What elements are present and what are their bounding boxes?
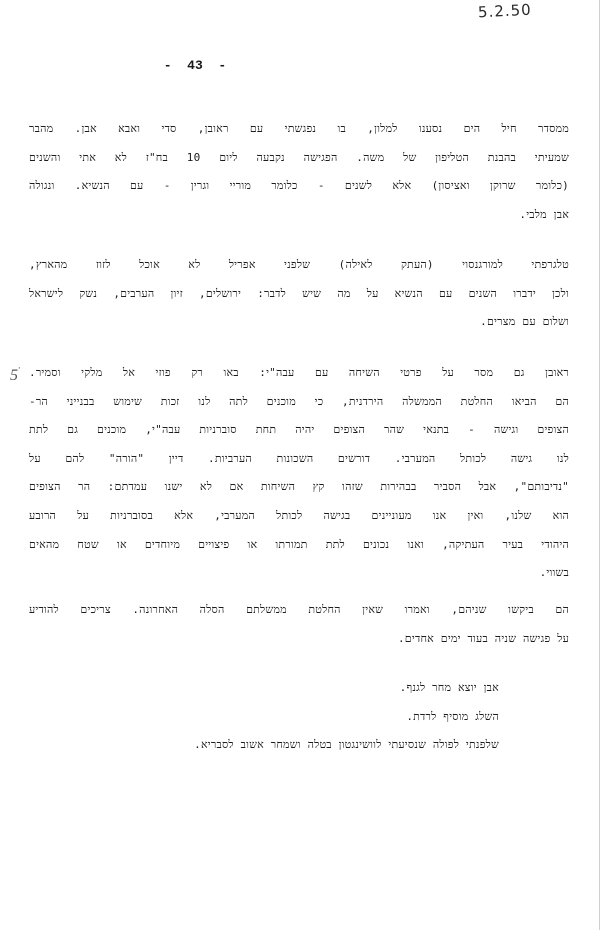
paragraph-telegram bbox=[29, 251, 569, 337]
text-line: הם ביקשו שניהם, ואמרו שאין החלטת ממשלתם הסלה האחרונה. צריכים להודיע bbox=[29, 603, 569, 616]
text-line: "נדיבותם", אבל הסביר בבהירות שזהו קץ השיחות אם לא ישנו עמדתם: הר הצופים bbox=[29, 480, 569, 494]
text-line: השלג מוסיף לרדת. bbox=[406, 709, 499, 723]
page-number: - 43 - bbox=[163, 58, 227, 73]
text-line: אבן מלבי. bbox=[519, 207, 569, 221]
text-line: הוא שלנו, ואין אנו מעוניינים בגישה לכותל המערבי, אלא בסוברניות על הרובע bbox=[29, 508, 569, 522]
text-line: בשווי. bbox=[539, 566, 569, 580]
text-line: טלגרפתי למורגנסוי (העתק לאילה) שלפני אפריל לא אוכל לזוז מהארץ, bbox=[29, 258, 569, 271]
paragraph-second-meeting bbox=[29, 596, 569, 653]
margin-annotation: 5ׂ bbox=[10, 365, 18, 384]
paragraph-jordan-talks bbox=[29, 359, 569, 588]
text-line: שמעיתי בהבנת הטליפון של משה. הפגישה נקבעה ליום 10 בח"ז לא אתי והשנים bbox=[29, 150, 569, 164]
text-line: הצופים וגישה - בתנאי שהר הצופים יהיה תחת סוברניות עבה"י, מוכנים גם לתת bbox=[29, 423, 569, 437]
text-line: אבן יוצא מחר לגנף. bbox=[399, 681, 499, 694]
text-line: ושלום עם מצרים. bbox=[480, 315, 569, 329]
text-line: שלפנתי לפולה שנסיעתי לוושינגטון בטלה ושמחר אשוב לסבריא. bbox=[194, 738, 499, 752]
paragraph-meeting-arrangement bbox=[29, 115, 569, 229]
text-line: (כלומר שרוקן ואציסון) אלא לשנים - כלומר מוריי וגרין - עם הנשיא. ונגולה bbox=[29, 179, 569, 193]
text-line: ולכן ידברו השנים עם הנשיא על מה שיש לדבר: ירושלים, זיון הערבים, נשק לישראל bbox=[29, 286, 569, 300]
closing-notes bbox=[119, 674, 499, 760]
handwritten-date-note: 5.2.50 bbox=[477, 0, 533, 22]
text-line: לנו גישה לכותל המערבי. דורשים השכונות הערביות. דיין "הורה" להם על bbox=[29, 451, 569, 465]
text-line: ראובן גם מסר על פרטי השיחה עם עבה"י: באו רק פוזי אל מלקי וסמיר. bbox=[29, 366, 569, 379]
text-line: ממסדר חיל הים נסענו למלון, בו נפגשתי עם ראובן, סדי ואבא אבן. מהבר bbox=[29, 122, 569, 135]
text-line: הם הביאו החלטת הממשלה הירדנית, כי מוכנים לתה לנו זכות שימוש בבנייני הר- bbox=[29, 394, 569, 408]
text-line: היהודי בעיר העתיקה, ואנו נכונים לתת תמורתו או פיצויים מיוחדים או שטח מהאים bbox=[29, 537, 569, 551]
text-line: על פגישה שניה בעוד ימים אחדים. bbox=[397, 631, 569, 645]
